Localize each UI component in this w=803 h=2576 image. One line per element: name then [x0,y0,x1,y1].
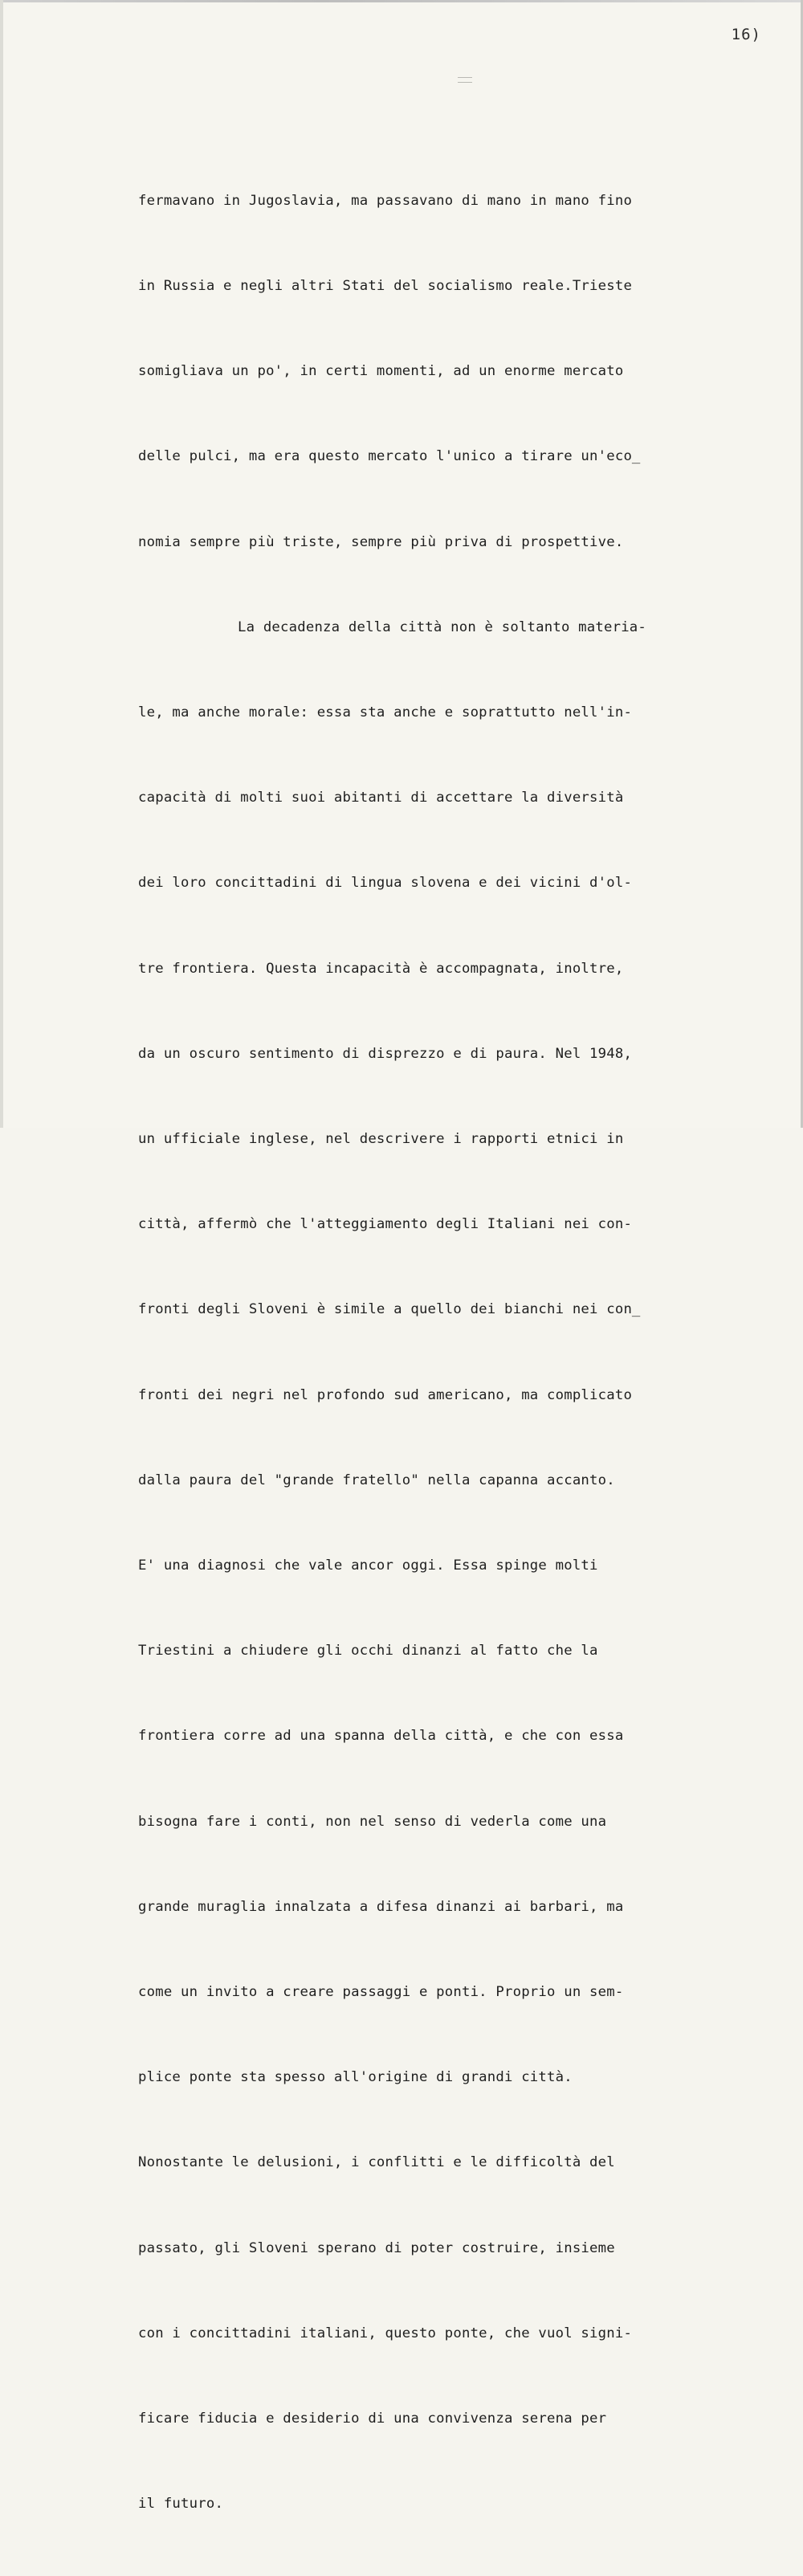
text-line: fronti degli Sloveni è simile a quello dei bianchi nei con̲ [138,1301,641,1318]
text-line: fronti dei negri nel profondo sud americano, ma complicato [138,1386,633,1403]
text-line: frontiera corre ad una spanna della città, e che con essa [138,1728,624,1745]
text-line: in Russia e negli altri Stati del socialismo reale.Trieste [138,278,633,295]
text-line: come un invito a creare passaggi e ponti. Proprio un sem- [138,1984,624,2001]
text-line: Triestini a chiudere gli occhi dinanzi al fatto che la [138,1643,598,1659]
text-line: delle pulci, ma era questo mercato l'unico a tirare un'eco̲ [138,448,641,465]
text-line: le, ma anche morale: essa sta anche e soprattutto nell'in- [138,704,633,721]
text-line: con i concittadini italiani, questo ponte, che vuol signi- [138,2325,633,2341]
text-line: tre frontiera. Questa incapacità è accompagnata, inoltre, [138,960,624,977]
paragraph-start-line: La decadenza della città non è soltanto materia- [238,618,647,635]
page-left-edge [0,0,3,1128]
text-line: ficare fiducia e desiderio di una convivenza serena per [138,2411,607,2427]
text-line: dalla paura del "grande fratello" nella capanna accanto. [138,1472,615,1488]
center-mark [458,77,472,83]
page-number: 16) [731,26,761,43]
text-line: il futuro. [138,2496,224,2513]
text-line: passato, gli Sloveni sperano di poter costruire, insieme [138,2239,615,2256]
text-line: somigliava un po', in certi momenti, ad un enorme mercato [138,363,624,380]
page-top-edge [0,0,803,2]
text-line: bisogna fare i conti, non nel senso di vederla come una [138,1813,607,1830]
text-line: fermavano in Jugoslavia, ma passavano di mano in mano fino [138,192,633,209]
text-line: dei loro concittadini di lingua slovena e dei vicini d'ol- [138,875,633,892]
text-line: da un oscuro sentimento di disprezzo e di paura. Nel 1948, [138,1045,633,1062]
text-line: capacità di molti suoi abitanti di accettare la diversità [138,790,624,806]
body-text [138,130,716,2576]
text-line: grande muraglia innalzata a difesa dinanzi ai barbari, ma [138,1898,624,1915]
text-line: nomia sempre più triste, sempre più priva di prospettive. [138,533,624,550]
text-line: Nonostante le delusioni, i conflitti e le difficoltà del [138,2154,615,2171]
text-line: un ufficiale inglese, nel descrivere i rapporti etnici in [138,1131,624,1148]
text-line: città, affermò che l'atteggiamento degli Italiani nei con- [138,1216,633,1233]
text-line: E' una diagnosi che vale ancor oggi. Essa spinge molti [138,1557,598,1574]
text-line: plice ponte sta spesso all'origine di grandi città. [138,2069,573,2086]
